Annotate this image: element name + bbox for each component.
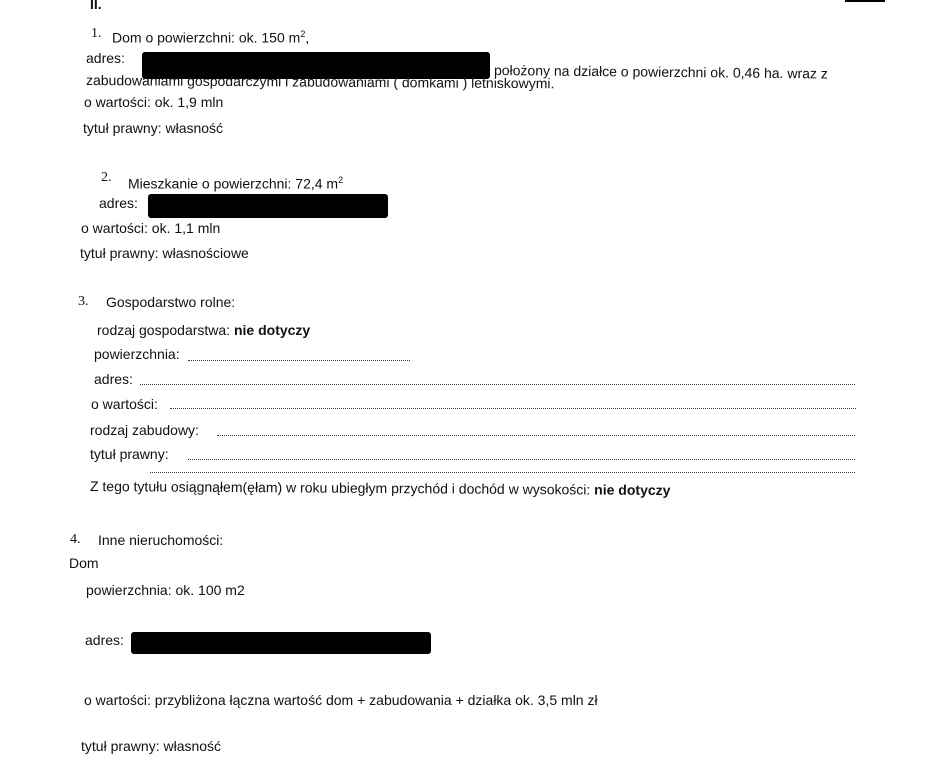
item4-number: 4. [70, 532, 81, 547]
item3-value-label: o wartości: [91, 396, 158, 412]
item2-legal-title: tytuł prawny: własnościowe [80, 245, 249, 261]
item4-address-redaction [131, 632, 431, 654]
item1-number: 1. [91, 26, 102, 41]
item2-address-redaction [148, 194, 388, 218]
item3-extra-dots [150, 472, 855, 473]
item4-title: Inne nieruchomości: [98, 532, 224, 548]
item1-address-cont: położony na działce o powierzchni ok. 0,46 ha. wraz z [493, 62, 828, 82]
item1-sup: 2 [300, 29, 306, 39]
item2-sup: 2 [338, 175, 344, 185]
item2-number: 2. [101, 170, 112, 185]
item1-address-label: adres: [86, 50, 125, 66]
item4-legal-title: tytuł prawny: własność [81, 738, 222, 754]
item1-title: Dom o powierzchni: ok. 150 $m^2$, [112, 29, 310, 46]
item2-value: o wartości: ok. 1,1 mln [81, 220, 221, 236]
item2-title: Mieszkanie o powierzchni: 72,4 $m^2$ [128, 175, 344, 192]
item3-type: rodzaj gospodarstwa: nie dotyczy [97, 322, 311, 338]
item3-value-dots [170, 408, 856, 409]
item3-building-dots [217, 435, 855, 436]
page-top-rule [845, 0, 885, 2]
item3-address-label: adres: [94, 371, 133, 387]
item3-legal-label: tytuł prawny: [90, 446, 169, 462]
item1-legal-title: tytuł prawny: własność [83, 120, 224, 136]
item2-address-label: adres: [99, 195, 138, 211]
item3-building-label: rodzaj zabudowy: [90, 422, 199, 438]
item3-area-label: powierzchnia: [94, 346, 180, 362]
item1-address-line2: zabudowaniami gospodarczymi i zabudowaniami ( domkami ) letniskowymi. [85, 72, 555, 92]
item1-value: o wartości: ok. 1,9 mln [84, 94, 224, 110]
item3-number: 3. [78, 294, 89, 309]
item3-area-dots [188, 360, 410, 361]
item4-subtitle: Dom [69, 555, 99, 571]
item3-type-value: nie dotyczy [233, 322, 311, 338]
section-heading: II. [90, 0, 102, 12]
item4-area: powierzchnia: ok. 100 m2 [86, 582, 245, 598]
item3-legal-dots [188, 459, 855, 460]
item3-income: Z tego tytułu osiągnąłem(ęłam) w roku ubiegłym przychód i dochód w wysokości: nie dotyczy [89, 478, 671, 499]
item3-address-dots [140, 384, 855, 385]
item4-address-label: adres: [85, 632, 124, 648]
item3-income-value: nie dotyczy [594, 481, 671, 499]
item4-value: o wartości: przybliżona łączna wartość dom + zabudowania + działka ok. 3,5 mln zł [84, 692, 598, 708]
item3-title: Gospodarstwo rolne: [106, 294, 236, 310]
